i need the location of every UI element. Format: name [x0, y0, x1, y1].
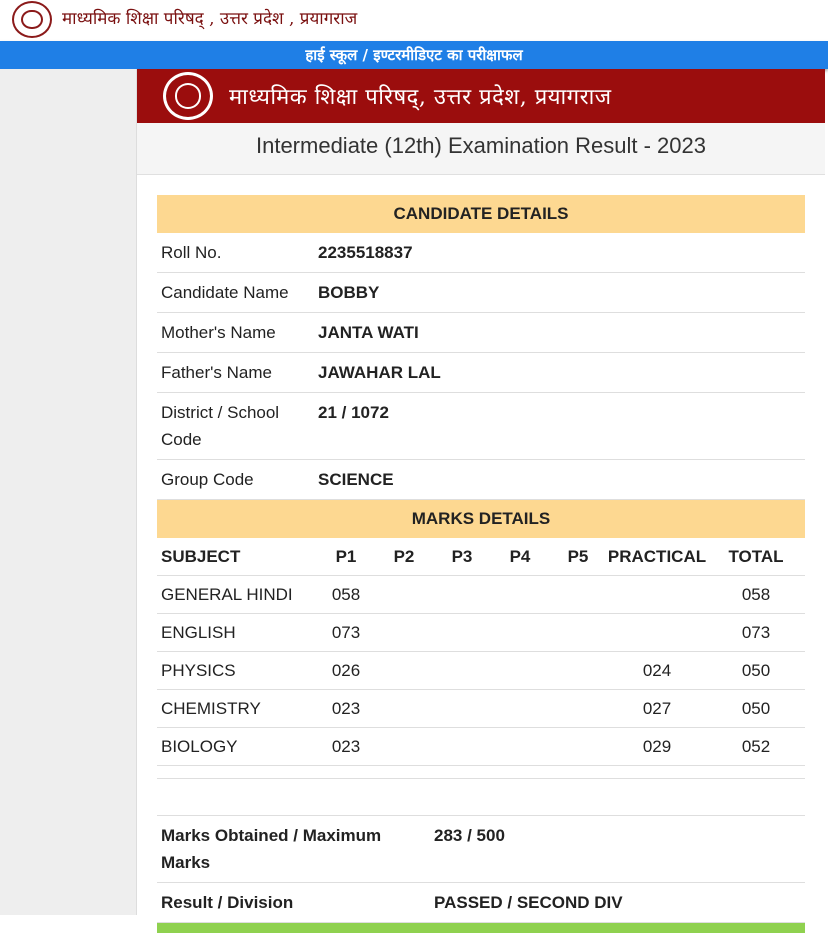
- marks-summary-row: [157, 816, 805, 883]
- top-header: [0, 0, 828, 41]
- table-row: [157, 313, 805, 353]
- table-row: [157, 233, 805, 273]
- total-cell: 050: [741, 660, 771, 680]
- table-row: [157, 460, 805, 500]
- table-row: [157, 614, 805, 652]
- candidate-name-value: BOBBY: [318, 283, 380, 302]
- exam-title: Intermediate (12th) Examination Result - 2023: [137, 123, 825, 175]
- column-header: P1: [335, 546, 357, 566]
- row-label: Mother's Name: [161, 323, 276, 342]
- row-label: Candidate Name: [161, 283, 289, 302]
- candidate-details-heading: CANDIDATE DETAILS: [157, 195, 805, 233]
- table-row: [157, 576, 805, 614]
- practical-cell: 029: [642, 736, 672, 756]
- column-header: P3: [451, 546, 473, 566]
- father-name-value: JAWAHAR LAL: [318, 363, 441, 382]
- row-label: Roll No.: [161, 243, 222, 262]
- board-emblem-icon: [12, 1, 52, 38]
- column-header: PRACTICAL: [607, 546, 707, 566]
- subject-cell: ENGLISH: [161, 622, 236, 642]
- column-header: P4: [509, 546, 531, 566]
- p1-cell: 058: [331, 584, 361, 604]
- marks-table-header: [157, 538, 805, 576]
- practical-cell: 024: [642, 660, 672, 680]
- total-cell: 058: [741, 584, 771, 604]
- subject-cell: BIOLOGY: [161, 736, 238, 756]
- table-row: [157, 273, 805, 313]
- roll-number-value: 2235518837: [318, 243, 413, 262]
- subject-cell: PHYSICS: [161, 660, 236, 680]
- p1-cell: 023: [331, 698, 361, 718]
- subject-cell: GENERAL HINDI: [161, 584, 293, 604]
- marks-table: [157, 538, 805, 779]
- p1-cell: 023: [331, 736, 361, 756]
- column-header: P5: [567, 546, 589, 566]
- left-sidebar: [0, 69, 137, 915]
- result-division-row: [157, 883, 805, 923]
- table-row: [157, 728, 805, 766]
- result-banner: [137, 69, 825, 123]
- marks-obtained-value: 283 / 500: [434, 826, 505, 845]
- table-row: [157, 353, 805, 393]
- spacer: [157, 779, 805, 816]
- table-row: [157, 652, 805, 690]
- banner-title: माध्यमिक शिक्षा परिषद्, उत्तर प्रदेश, प्रयागराज: [229, 85, 612, 110]
- row-label: Group Code: [161, 470, 254, 489]
- district-school-code-value: 21 / 1072: [318, 403, 389, 422]
- total-cell: 073: [741, 622, 771, 642]
- table-row: [157, 690, 805, 728]
- row-label: District / School Code: [161, 403, 280, 449]
- nav-bar-title: हाई स्कूल / इण्टरमीडिएट का परीक्षाफल: [0, 41, 828, 69]
- subject-cell: CHEMISTRY: [161, 698, 261, 718]
- mother-name-value: JANTA WATI: [318, 323, 419, 342]
- result-status-bar: [157, 923, 805, 933]
- column-header: TOTAL: [728, 546, 784, 566]
- p1-cell: 026: [331, 660, 361, 680]
- p1-cell: 073: [331, 622, 361, 642]
- result-division-label: Result / Division: [161, 893, 294, 912]
- result-division-value: PASSED / SECOND DIV: [434, 893, 623, 912]
- candidate-details-table: [157, 233, 805, 500]
- column-header: P2: [393, 546, 415, 566]
- row-label: Father's Name: [161, 363, 272, 382]
- marks-details-heading: MARKS DETAILS: [157, 500, 805, 538]
- total-cell: 052: [741, 736, 771, 756]
- column-header: SUBJECT: [161, 546, 241, 566]
- total-cell: 050: [741, 698, 771, 718]
- result-content: [157, 195, 805, 933]
- table-divider: [157, 766, 805, 779]
- marks-obtained-label: Marks Obtained / Maximum Marks: [161, 826, 382, 872]
- table-row: [157, 393, 805, 460]
- group-code-value: SCIENCE: [318, 470, 394, 489]
- site-title: माध्यमिक शिक्षा परिषद् , उत्तर प्रदेश , प्रयागराज: [62, 9, 358, 29]
- board-emblem-icon: [163, 72, 213, 120]
- practical-cell: 027: [642, 698, 672, 718]
